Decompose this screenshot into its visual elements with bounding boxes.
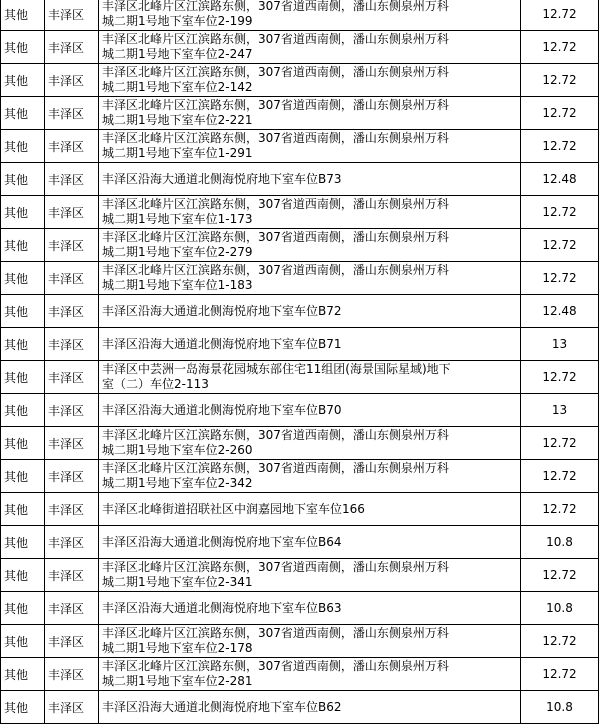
location-line: 丰泽区北峰片区江滨路东侧，307省道西南侧，潘山东侧泉州万科 xyxy=(102,0,449,13)
location-cell xyxy=(99,295,521,328)
district-cell: 丰泽区 xyxy=(45,130,99,163)
district-cell: 丰泽区 xyxy=(45,97,99,130)
district-cell: 丰泽区 xyxy=(45,526,99,559)
category-cell: 其他 xyxy=(1,196,45,229)
district-cell: 丰泽区 xyxy=(45,0,99,31)
location-line: 丰泽区北峰片区江滨路东侧，307省道西南侧，潘山东侧泉州万科 xyxy=(102,263,449,277)
category-cell: 其他 xyxy=(1,295,45,328)
location-line: 城二期1号地下室车位2-247 xyxy=(102,47,253,61)
district-cell: 丰泽区 xyxy=(45,361,99,394)
category-cell: 其他 xyxy=(1,328,45,361)
location-line: 丰泽区沿海大通道北侧海悦府地下室车位B73 xyxy=(102,171,342,186)
value-cell: 12.72 xyxy=(521,31,599,64)
location-cell xyxy=(99,163,521,196)
value-cell: 12.72 xyxy=(521,625,599,658)
location-line: 丰泽区北峰片区江滨路东侧，307省道西南侧，潘山东侧泉州万科 xyxy=(102,461,449,475)
location-line: 丰泽区北峰片区江滨路东侧，307省道西南侧，潘山东侧泉州万科 xyxy=(102,32,449,46)
location-line: 城二期1号地下室车位2-279 xyxy=(102,245,253,259)
table-row xyxy=(1,559,599,592)
table-row xyxy=(1,493,599,526)
district-cell: 丰泽区 xyxy=(45,262,99,295)
location-cell xyxy=(99,97,521,130)
location-cell xyxy=(99,691,521,724)
district-cell: 丰泽区 xyxy=(45,394,99,427)
district-cell: 丰泽区 xyxy=(45,31,99,64)
district-cell: 丰泽区 xyxy=(45,229,99,262)
value-cell: 12.72 xyxy=(521,493,599,526)
table-row xyxy=(1,262,599,295)
value-cell: 12.48 xyxy=(521,163,599,196)
location-line: 丰泽区北峰片区江滨路东侧，307省道西南侧，潘山东侧泉州万科 xyxy=(102,428,449,442)
value-cell: 12.72 xyxy=(521,559,599,592)
location-cell xyxy=(99,0,521,31)
value-cell: 12.72 xyxy=(521,229,599,262)
category-cell: 其他 xyxy=(1,361,45,394)
table-row xyxy=(1,163,599,196)
district-cell: 丰泽区 xyxy=(45,295,99,328)
table-row xyxy=(1,427,599,460)
location-cell xyxy=(99,592,521,625)
table-row xyxy=(1,460,599,493)
location-line: 城二期1号地下室车位2-341 xyxy=(102,575,253,589)
category-cell: 其他 xyxy=(1,691,45,724)
location-cell xyxy=(99,31,521,64)
location-line: 城二期1号地下室车位2-142 xyxy=(102,80,253,94)
location-line: 丰泽区北峰片区江滨路东侧，307省道西南侧，潘山东侧泉州万科 xyxy=(102,98,449,112)
category-cell: 其他 xyxy=(1,427,45,460)
district-cell: 丰泽区 xyxy=(45,427,99,460)
location-line: 丰泽区沿海大通道北侧海悦府地下室车位B70 xyxy=(102,402,342,417)
category-cell: 其他 xyxy=(1,31,45,64)
location-cell xyxy=(99,460,521,493)
category-cell: 其他 xyxy=(1,559,45,592)
table-row xyxy=(1,295,599,328)
district-cell: 丰泽区 xyxy=(45,559,99,592)
table-row xyxy=(1,526,599,559)
category-cell: 其他 xyxy=(1,229,45,262)
table-row xyxy=(1,130,599,163)
table-row xyxy=(1,229,599,262)
category-cell: 其他 xyxy=(1,64,45,97)
value-cell: 12.72 xyxy=(521,130,599,163)
location-cell xyxy=(99,328,521,361)
district-cell: 丰泽区 xyxy=(45,196,99,229)
value-cell: 12.48 xyxy=(521,295,599,328)
district-cell: 丰泽区 xyxy=(45,163,99,196)
value-cell: 12.72 xyxy=(521,427,599,460)
location-line: 丰泽区北峰片区江滨路东侧，307省道西南侧，潘山东侧泉州万科 xyxy=(102,65,449,79)
location-cell xyxy=(99,658,521,691)
location-cell xyxy=(99,262,521,295)
location-line: 城二期1号地下室车位1-291 xyxy=(102,146,253,160)
category-cell: 其他 xyxy=(1,592,45,625)
table-row xyxy=(1,196,599,229)
value-cell: 12.72 xyxy=(521,361,599,394)
value-cell: 12.72 xyxy=(521,460,599,493)
value-cell: 13 xyxy=(521,328,599,361)
district-cell: 丰泽区 xyxy=(45,493,99,526)
location-cell xyxy=(99,625,521,658)
location-line: 丰泽区北峰片区江滨路东侧，307省道西南侧，潘山东侧泉州万科 xyxy=(102,230,449,244)
location-line: 城二期1号地下室车位2-342 xyxy=(102,476,253,490)
table-row xyxy=(1,691,599,724)
table-row xyxy=(1,0,599,31)
table-row xyxy=(1,97,599,130)
location-line: 丰泽区中芸洲一岛海景花园城东部住宅11组团(海景国际星域)地下 xyxy=(102,362,451,376)
category-cell: 其他 xyxy=(1,493,45,526)
value-cell: 12.72 xyxy=(521,64,599,97)
location-line: 丰泽区沿海大通道北侧海悦府地下室车位B71 xyxy=(102,336,342,351)
district-cell: 丰泽区 xyxy=(45,658,99,691)
location-cell xyxy=(99,196,521,229)
location-cell xyxy=(99,394,521,427)
value-cell: 10.8 xyxy=(521,691,599,724)
location-cell xyxy=(99,130,521,163)
value-cell: 12.72 xyxy=(521,196,599,229)
value-cell: 12.72 xyxy=(521,658,599,691)
location-line: 城二期1号地下室车位1-183 xyxy=(102,278,253,292)
location-line: 丰泽区沿海大通道北侧海悦府地下室车位B63 xyxy=(102,600,342,615)
table-row xyxy=(1,658,599,691)
location-line: 丰泽区北峰片区江滨路东侧，307省道西南侧，潘山东侧泉州万科 xyxy=(102,626,449,640)
value-cell: 12.72 xyxy=(521,0,599,31)
location-cell xyxy=(99,361,521,394)
location-line: 城二期1号地下室车位2-281 xyxy=(102,674,253,688)
location-cell xyxy=(99,64,521,97)
location-line: 丰泽区北峰街道招联社区中润嘉园地下室车位166 xyxy=(102,501,365,516)
table-row xyxy=(1,592,599,625)
location-line: 室（二）车位2-113 xyxy=(102,377,209,391)
district-cell: 丰泽区 xyxy=(45,625,99,658)
location-line: 丰泽区沿海大通道北侧海悦府地下室车位B64 xyxy=(102,534,342,549)
category-cell: 其他 xyxy=(1,658,45,691)
location-cell xyxy=(99,229,521,262)
district-cell: 丰泽区 xyxy=(45,691,99,724)
district-cell: 丰泽区 xyxy=(45,460,99,493)
location-line: 城二期1号地下室车位2-178 xyxy=(102,641,253,655)
table-row xyxy=(1,328,599,361)
location-line: 丰泽区沿海大通道北侧海悦府地下室车位B62 xyxy=(102,699,342,714)
location-line: 丰泽区北峰片区江滨路东侧，307省道西南侧，潘山东侧泉州万科 xyxy=(102,197,449,211)
location-cell xyxy=(99,427,521,460)
district-cell: 丰泽区 xyxy=(45,592,99,625)
category-cell: 其他 xyxy=(1,163,45,196)
location-line: 城二期1号地下室车位2-260 xyxy=(102,443,253,457)
table-row xyxy=(1,394,599,427)
table-row xyxy=(1,31,599,64)
table-row xyxy=(1,64,599,97)
category-cell: 其他 xyxy=(1,0,45,31)
location-cell xyxy=(99,559,521,592)
category-cell: 其他 xyxy=(1,97,45,130)
table-row xyxy=(1,361,599,394)
category-cell: 其他 xyxy=(1,625,45,658)
location-line: 城二期1号地下室车位1-173 xyxy=(102,212,253,226)
value-cell: 13 xyxy=(521,394,599,427)
value-cell: 10.8 xyxy=(521,526,599,559)
location-line: 丰泽区北峰片区江滨路东侧，307省道西南侧，潘山东侧泉州万科 xyxy=(102,131,449,145)
value-cell: 12.72 xyxy=(521,262,599,295)
value-cell: 10.8 xyxy=(521,592,599,625)
location-line: 丰泽区北峰片区江滨路东侧，307省道西南侧，潘山东侧泉州万科 xyxy=(102,560,449,574)
location-line: 城二期1号地下室车位2-221 xyxy=(102,113,253,127)
location-line: 城二期1号地下室车位2-199 xyxy=(102,14,253,28)
location-line: 丰泽区沿海大通道北侧海悦府地下室车位B72 xyxy=(102,303,342,318)
district-cell: 丰泽区 xyxy=(45,328,99,361)
location-line: 丰泽区北峰片区江滨路东侧，307省道西南侧，潘山东侧泉州万科 xyxy=(102,659,449,673)
table-row xyxy=(1,625,599,658)
category-cell: 其他 xyxy=(1,460,45,493)
category-cell: 其他 xyxy=(1,262,45,295)
location-cell xyxy=(99,493,521,526)
value-cell: 12.72 xyxy=(521,97,599,130)
category-cell: 其他 xyxy=(1,394,45,427)
category-cell: 其他 xyxy=(1,526,45,559)
district-cell: 丰泽区 xyxy=(45,64,99,97)
category-cell: 其他 xyxy=(1,130,45,163)
location-cell xyxy=(99,526,521,559)
table-body xyxy=(1,0,599,724)
